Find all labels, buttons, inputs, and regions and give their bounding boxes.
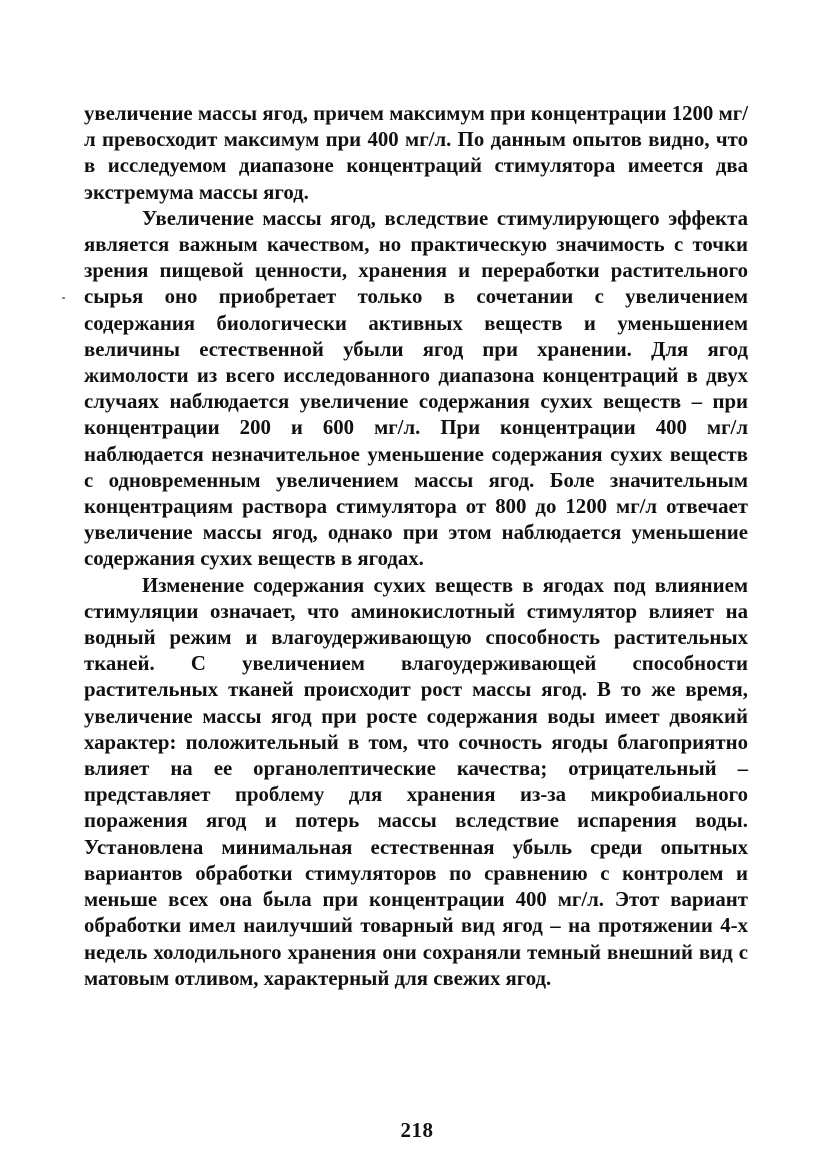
page-number: 218 bbox=[400, 1118, 434, 1142]
paragraph-continuation: увеличение массы ягод, причем максимум при концентрации 1200 мг/л превосходит максимум при 400 мг/л. По данным опытов видно, что в исследуемом диапазоне концентраций стимулятора имеется два экстремума массы ягод. bbox=[84, 102, 748, 204]
scan-speck bbox=[62, 297, 65, 299]
body-text bbox=[84, 101, 748, 992]
paragraph-berry-mass-effect: Увеличение массы ягод, вследствие стимулирующего эффекта является важным качеством, но практическую значимость с точки зрения пищевой ценности, хранения и переработки растительного сырья оно приобретает только в сочетании с увеличением содержания биологически активных веществ и уменьшением величины естественной убыли ягод при хранении. Для ягод жимолости из всего исследованного диапазона концентраций в двух случаях наблюдается увеличение содержания сухих веществ – при концентрации 200 и 600 мг/л. При концентрации 400 мг/л наблюдается незначительное уменьшение содержания сухих веществ с одновременным увеличением массы ягод. Боле значительным концентрациям раствора стимулятора от 800 до 1200 мг/л отвечает увеличение массы ягод, однако при этом наблюдается уменьшение содержания сухих веществ в ягодах. bbox=[84, 206, 748, 571]
paragraph-dry-matter-change: Изменение содержания сухих веществ в ягодах под влиянием стимуляции означает, что аминокислотный стимулятор влияет на водный режим и влагоудерживающую способность растительных тканей. С увеличением влагоудерживающей способности растительных тканей происходит рост массы ягод. В то же время, увеличение массы ягод при росте содержания воды имеет двоякий характер: положительный в том, что сочность ягоды благоприятно влияет на ее органолептические качества; отрицательный – представляет проблему для хранения из-за микробиального поражения ягод и потерь массы вследствие испарения воды. Установлена минимальная естественная убыль среди опытных вариантов обработки стимуляторов по сравнению с контролем и меньше всех она была при концентрации 400 мг/л. Этот вариант обработки имел наилучший товарный вид ягод – на протяжении 4-х недель холодильного хранения они сохраняли темный внешний вид с матовым отливом, характерный для свежих ягод. bbox=[84, 573, 748, 990]
